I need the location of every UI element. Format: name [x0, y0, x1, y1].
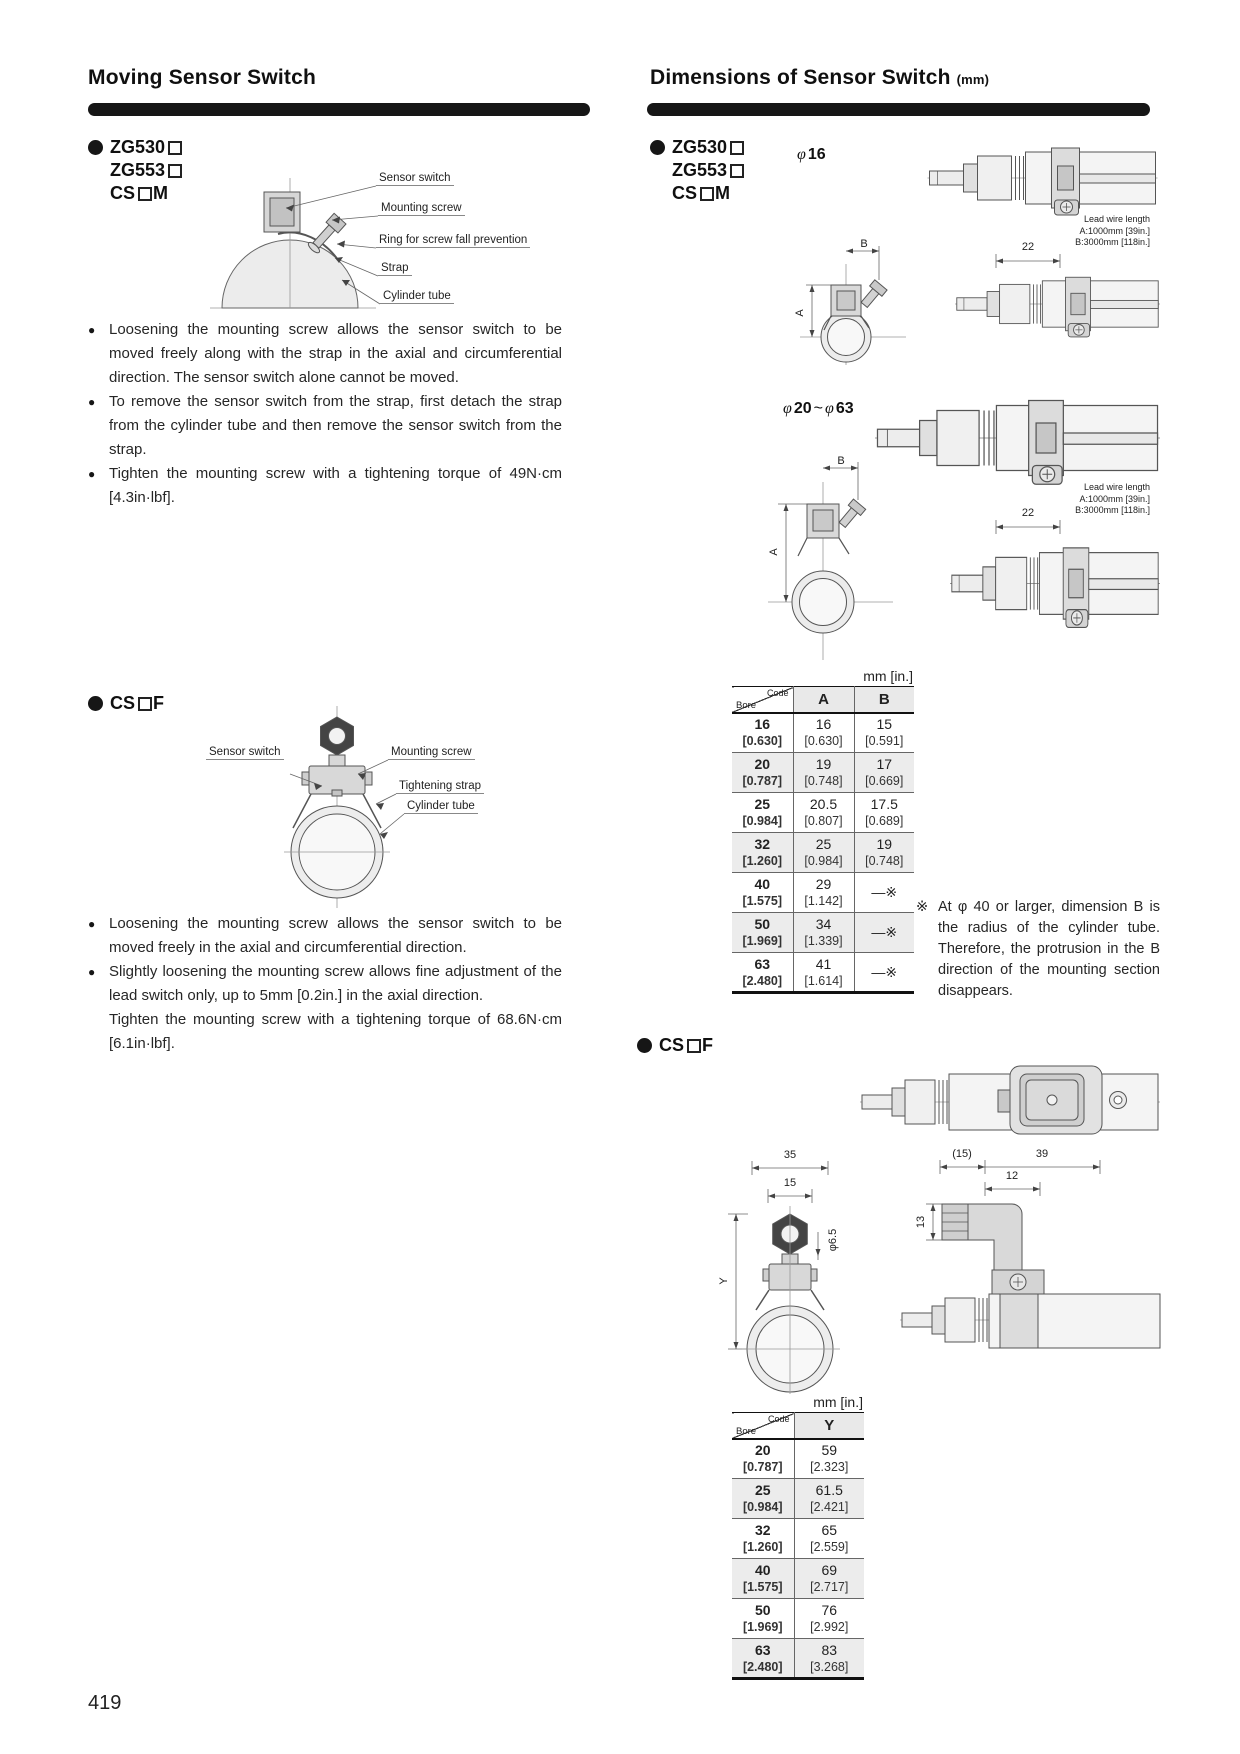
model-name: ZG553 — [110, 160, 166, 180]
table-row: 25 [0.984] 20.5 [0.807] 17.5 [0.689] — [732, 793, 914, 833]
left-section-rule — [88, 103, 590, 116]
dim-12-text: 12 — [1005, 1170, 1019, 1182]
cylinder-side-view-phi16-a — [925, 138, 1160, 218]
model-line — [110, 159, 183, 182]
model-name: M — [715, 183, 731, 203]
model-name: M — [153, 183, 169, 203]
notes-list-band-type — [88, 912, 562, 1056]
cylinder-end-view-phi16 — [756, 238, 906, 366]
csf-side-view-bottom — [900, 1148, 1160, 1388]
unit-label-y: mm [in.] — [813, 1394, 863, 1410]
model-list-band-type — [88, 692, 164, 715]
note-item: ● To remove the sensor switch from the strap, first detach the strap from the cylinder tube and then remove the sensor switch from the strap. — [88, 390, 562, 462]
lead-wire-note-2: Lead wire length A:1000mm [39in.] B:3000mm [118in.] — [1075, 482, 1150, 515]
table-row: 63 [2.480] 83 [3.268] — [732, 1639, 864, 1679]
table-row: 20 [0.787] 19 [0.748] 17 [0.669] — [732, 753, 914, 793]
model-size-box — [730, 164, 744, 178]
dimension-table-ab — [732, 686, 914, 994]
table-row: 32 [1.260] 65 [2.559] — [732, 1519, 864, 1559]
callout-sensor-switch: Sensor switch — [206, 746, 284, 760]
dimension-table-y — [732, 1412, 864, 1680]
model-line — [672, 182, 745, 205]
strap-mounting-diagram — [180, 148, 560, 323]
dim-39-text: 39 — [1035, 1148, 1049, 1160]
model-line — [672, 159, 745, 182]
bore-range-label: φ 20 ~ φ 63 — [783, 400, 854, 417]
dim-22-text: 22 — [1021, 241, 1035, 253]
table-row: 40 [1.575] 69 [2.717] — [732, 1559, 864, 1599]
table-row: 40 [1.575] 29 [1.142] —※ — [732, 873, 914, 913]
bullet-marker — [650, 140, 665, 155]
model-size-box — [687, 1039, 701, 1053]
csf-front-view — [690, 1148, 870, 1394]
right-section-title-unit: (mm) — [956, 72, 990, 87]
model-line — [88, 136, 183, 159]
table-header-row — [732, 1413, 864, 1439]
model-line — [637, 1034, 713, 1057]
model-line — [88, 692, 164, 715]
csf-side-view-top — [860, 1054, 1160, 1149]
footnote-text: At φ 40 or larger, dimension B is the radius of the cylinder tube. Therefore, the protrusion in the B direction of the mounting section disappears. — [938, 899, 1160, 999]
note-item: ● Slightly loosening the mounting screw allows fine adjustment of the lead switch only, up to 5mm [0.2in.] in the axial direction. — [88, 960, 562, 1008]
dim-phi65-text: φ6.5 — [827, 1228, 839, 1252]
column-header-y: Y — [794, 1413, 864, 1439]
table-row: 63 [2.480] 41 [1.614] —※ — [732, 953, 914, 993]
model-name: CS — [672, 183, 698, 203]
model-name: CS — [110, 183, 136, 203]
model-list-strap-type — [88, 136, 183, 205]
note-item: ● Loosening the mounting screw allows the sensor switch to be moved freely in the axial and circumferential direction. — [88, 912, 562, 960]
column-header-b: B — [854, 687, 914, 713]
callout-cylinder-tube: Cylinder tube — [380, 290, 454, 304]
callout-sensor-switch: Sensor switch — [376, 172, 454, 186]
table-row: 50 [1.969] 34 [1.339] —※ — [732, 913, 914, 953]
bullet-marker — [88, 140, 103, 155]
model-list-band-type-dims — [637, 1034, 713, 1057]
callout-tightening-strap: Tightening strap — [396, 780, 484, 794]
table-row: 16 [0.630] 16 [0.630] 15 [0.591] — [732, 713, 914, 753]
corner-bore-label: Bore — [736, 1425, 757, 1437]
reference-mark: ※ — [916, 899, 929, 915]
bore-16-label: φ 16 — [797, 146, 826, 163]
model-name: F — [153, 693, 165, 713]
callout-strap: Strap — [378, 262, 412, 276]
callout-ring: Ring for screw fall prevention — [376, 234, 530, 248]
right-section-title-text: Dimensions of Sensor Switch — [650, 66, 951, 89]
callout-mounting-screw: Mounting screw — [378, 202, 465, 216]
model-name: F — [702, 1035, 714, 1055]
corner-bore-label: Bore — [736, 699, 757, 711]
model-size-box — [730, 141, 744, 155]
lead-wire-note-1: Lead wire length A:1000mm [39in.] B:3000mm [118in.] — [1075, 214, 1150, 247]
note-item: ● Loosening the mounting screw allows the sensor switch to be moved freely along with the strap in the axial and circumferential direction. The sensor switch alone cannot be moved. — [88, 318, 562, 390]
table-row: 25 [0.984] 61.5 [2.421] — [732, 1479, 864, 1519]
dim-35-text: 35 — [783, 1149, 797, 1161]
model-line — [650, 136, 745, 159]
table-row: 20 [0.787] 59 [2.323] — [732, 1439, 864, 1479]
callout-mounting-screw: Mounting screw — [388, 746, 475, 760]
dim-13-text: 13 — [915, 1215, 927, 1229]
model-size-box — [700, 187, 714, 201]
cylinder-side-view-large-b — [950, 536, 1160, 631]
column-header-a: A — [793, 687, 854, 713]
model-line — [110, 182, 183, 205]
dim-y-text: Y — [718, 1277, 730, 1285]
dim-a-text: A — [768, 548, 780, 556]
cylinder-side-view-phi16-b — [955, 268, 1160, 340]
model-name: CS — [659, 1035, 685, 1055]
left-section-title — [88, 66, 316, 90]
table-corner-cell — [732, 1413, 794, 1439]
callout-cylinder-tube: Cylinder tube — [404, 800, 478, 814]
model-name: ZG530 — [110, 137, 166, 157]
note-item: ● Tighten the mounting screw with a tightening torque of 49N·cm [4.3in·lbf]. — [88, 462, 562, 510]
corner-code-label: Code — [767, 1414, 790, 1424]
bullet-marker — [637, 1038, 652, 1053]
left-section-title-text: Moving Sensor Switch — [88, 66, 317, 89]
dim-b-text: B — [837, 455, 845, 467]
dim-22-text: 22 — [1021, 507, 1035, 519]
cylinder-end-view-large — [728, 452, 893, 662]
band-mounting-drawing — [180, 702, 560, 912]
note-item-continued: Tighten the mounting screw with a tightening torque of 68.6N·cm [6.1in·lbf]. — [109, 1011, 562, 1052]
model-list-strap-type-dims — [650, 136, 745, 205]
table-ab-footnote — [916, 897, 1160, 1002]
right-section-rule — [647, 103, 1150, 116]
bullet-marker — [88, 696, 103, 711]
band-mounting-diagram — [180, 702, 560, 912]
dim-15p-text: (15) — [952, 1148, 972, 1160]
dim-b-text: B — [860, 238, 868, 250]
dim-22-label-1 — [993, 240, 1063, 270]
model-name: ZG530 — [672, 137, 728, 157]
dim-15-text: 15 — [783, 1177, 797, 1189]
unit-label-ab: mm [in.] — [863, 668, 913, 684]
table-row: 50 [1.969] 76 [2.992] — [732, 1599, 864, 1639]
page-number: 419 — [88, 1692, 122, 1714]
model-size-box — [138, 697, 152, 711]
model-size-box — [138, 187, 152, 201]
right-section-title — [650, 66, 989, 90]
cylinder-side-view-large-a — [875, 388, 1160, 488]
table-header-row — [732, 687, 914, 713]
table-corner-cell — [732, 687, 793, 713]
model-name: ZG553 — [672, 160, 728, 180]
corner-code-label: Code — [766, 688, 789, 698]
dim-a-text: A — [794, 309, 806, 317]
table-row: 32 [1.260] 25 [0.984] 19 [0.748] — [732, 833, 914, 873]
notes-list-strap-type — [88, 318, 562, 510]
model-name: CS — [110, 693, 136, 713]
dim-22-label-2 — [993, 506, 1063, 536]
